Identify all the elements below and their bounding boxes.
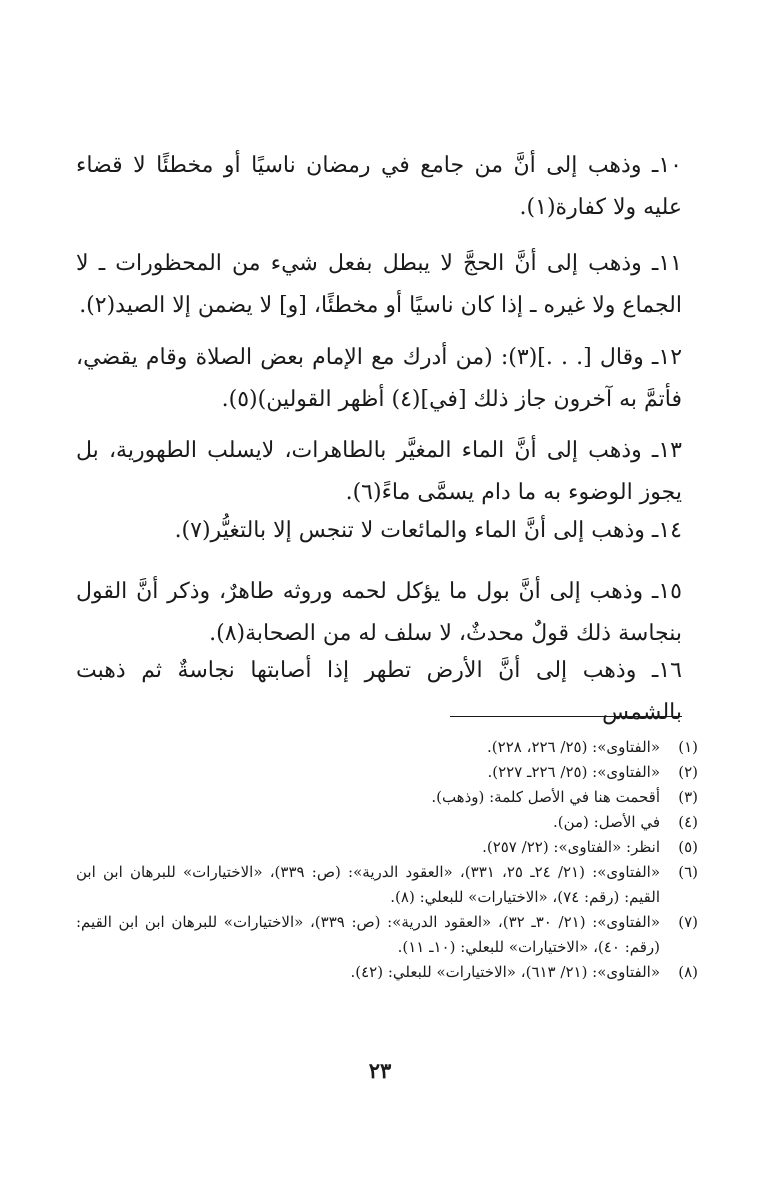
paragraph-15: ١٥ـ وذهب إلى أنَّ بول ما يؤكل لحمه وروثه طاهرٌ، وذكر أنَّ القول بنجاسة ذلك قولٌ محدثٌ، لا سلف له من الصحابة(٨). <box>76 579 682 646</box>
footnote-item <box>76 735 698 760</box>
footnote-text: أقحمت هنا في الأصل كلمة: (وذهب). <box>431 788 660 806</box>
footnote-item <box>76 810 698 835</box>
footnote-number: (٨) <box>678 963 698 981</box>
footnote-item <box>76 785 698 810</box>
footnote-number: (٧) <box>678 913 698 931</box>
footnote-item <box>76 860 698 910</box>
footnote-text: في الأصل: (من). <box>552 813 660 831</box>
paragraph-16: ١٦ـ وذهب إلى أنَّ الأرض تطهر إذا أصابتها نجاسةٌ ثم ذهبت بالشمس <box>76 658 682 725</box>
footnote-item <box>76 760 698 785</box>
footnote-item <box>76 910 698 960</box>
footnote-text: «الفتاوى»: (٢٥/ ٢٢٦ـ ٢٢٧). <box>487 763 660 781</box>
footnote-number: (٢) <box>678 763 698 781</box>
paragraph-11: ١١ـ وذهب إلى أنَّ الحجَّ لا يبطل بفعل شيء من المحظورات ـ لا الجماع ولا غيره ـ إذا كان ناسيًا أو مخطئًا، [و] لا يضمن إلا الصيد(٢). <box>76 251 682 318</box>
footnote-text: انظر: «الفتاوى»: (٢٢/ ٢٥٧). <box>482 838 660 856</box>
footnote-text: «الفتاوى»: (٢١/ ٣٠ـ ٣٢)، «العقود الدرية»: (ص: ٣٣٩)، «الاختيارات» للبرهان ابن ابن القيم: (رقم: ٤٠)، «الاختيارات» للبعلي: (١٠ـ ١١). <box>76 913 661 956</box>
footnote-text: «الفتاوى»: (٢١/ ٢٤ـ ٢٥، ٣٣١)، «العقود الدرية»: (ص: ٣٣٩)، «الاختيارات» للبرهان ابن ابن القيم: (رقم: ٧٤)، «الاختيارات» للبعلي: (٨). <box>76 863 661 906</box>
paragraph-10: ١٠ـ وذهب إلى أنَّ من جامع في رمضان ناسيًا أو مخطئًا لا قضاء عليه ولا كفارة(١). <box>76 153 682 220</box>
footnotes-list <box>76 735 698 985</box>
paragraph-13: ١٣ـ وذهب إلى أنَّ الماء المغيَّر بالطاهرات، لايسلب الطهورية، بل يجوز الوضوء به ما دام يسمَّى ماءً(٦). <box>76 438 682 505</box>
page-number: ٢٣ <box>368 1058 392 1083</box>
paragraph-14: ١٤ـ وذهب إلى أنَّ الماء والمائعات لا تنجس إلا بالتغيُّر(٧). <box>174 518 682 543</box>
footnote-number: (٥) <box>678 838 698 856</box>
paragraph-12: ١٢ـ وقال [. . .](٣): (من أدرك مع الإمام بعض الصلاة وقام يقضي، فأتمَّ به آخرون جاز ذلك [في](٤) أظهر القولين)(٥). <box>76 345 683 412</box>
footnote-item <box>76 960 698 985</box>
footnote-text: «الفتاوى»: (٢١/ ٦١٣)، «الاختيارات» للبعلي: (٤٢). <box>350 963 660 981</box>
footnote-number: (١) <box>678 738 698 756</box>
footnote-separator <box>450 716 682 717</box>
footnote-number: (٣) <box>678 788 698 806</box>
footnote-item <box>76 835 698 860</box>
footnote-number: (٦) <box>678 863 698 881</box>
footnote-number: (٤) <box>678 813 698 831</box>
footnote-text: «الفتاوى»: (٢٥/ ٢٢٦، ٢٢٨). <box>487 738 660 756</box>
